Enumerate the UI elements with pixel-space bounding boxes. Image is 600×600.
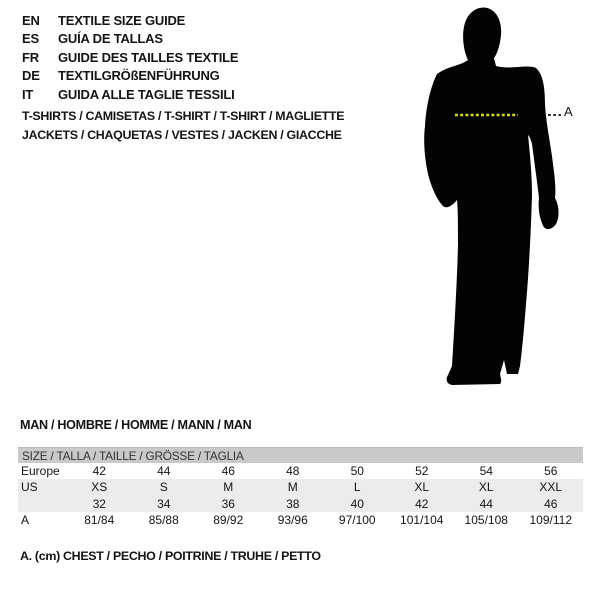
section-title-man: MAN / HOMBRE / HOMME / MANN / MAN — [20, 418, 252, 432]
language-title: GUIDA ALLE TAGLIE TESSILI — [58, 86, 235, 102]
table-cell: 32 — [92, 496, 106, 511]
language-row — [22, 86, 238, 104]
man-silhouette-figure — [400, 4, 580, 390]
language-title: GUÍA DE TALLAS — [58, 31, 163, 47]
table-cell: 97/100 — [338, 513, 376, 528]
language-code: IT — [22, 86, 34, 102]
table-cell: 46 — [544, 496, 558, 511]
language-row — [22, 30, 238, 48]
table-row-us — [18, 479, 583, 495]
table-cell: M — [223, 480, 234, 495]
table-cell: 89/92 — [213, 513, 244, 528]
table-cell: XS — [91, 480, 108, 495]
table-cell: XL — [414, 480, 430, 495]
table-cell: 109/112 — [529, 513, 572, 528]
garment-categories — [22, 107, 344, 144]
table-cell: 54 — [479, 464, 493, 478]
language-title: TEXTILGRÖßENFÜHRUNG — [58, 68, 220, 84]
table-cell: S — [159, 480, 168, 495]
table-cell: 42 — [92, 464, 106, 478]
language-title: TEXTILE SIZE GUIDE — [58, 13, 186, 28]
language-row — [22, 12, 238, 30]
table-row-chest — [18, 512, 583, 528]
table-cell: 38 — [286, 496, 300, 511]
table-cell: XXL — [539, 480, 563, 495]
table-cell: 56 — [544, 464, 558, 478]
language-row — [22, 67, 238, 85]
size-table-header: SIZE / TALLA / TAILLE / GRÖSSE / TAGLIA — [18, 447, 583, 463]
language-list — [22, 12, 238, 104]
table-cell: 34 — [157, 496, 171, 511]
language-code: DE — [22, 68, 40, 84]
table-cell: 44 — [479, 496, 493, 511]
size-table — [18, 447, 583, 529]
table-cell: 81/84 — [84, 513, 115, 528]
language-code: FR — [22, 49, 39, 65]
language-title: GUIDE DES TAILLES TEXTILE — [58, 49, 239, 65]
table-cell: 44 — [157, 464, 171, 478]
table-cell: XL — [478, 480, 494, 495]
row-label: Europe — [21, 464, 60, 478]
table-row-numeric — [18, 496, 583, 512]
table-cell: 101/104 — [400, 513, 444, 528]
row-label: US — [21, 480, 38, 495]
table-cell: 36 — [221, 496, 235, 511]
measure-label-a: A — [564, 104, 573, 119]
table-cell: 46 — [221, 464, 235, 478]
table-cell: 40 — [350, 496, 364, 511]
chest-measure-footnote: A. (cm) CHEST / PECHO / POITRINE / TRUHE / PETTO — [20, 549, 321, 563]
table-cell: 52 — [415, 464, 429, 478]
table-cell: 50 — [350, 464, 364, 478]
table-cell: 85/88 — [148, 513, 179, 528]
table-cell: M — [287, 480, 298, 495]
language-code: EN — [22, 13, 40, 28]
table-cell: 42 — [415, 496, 429, 511]
man-silhouette — [400, 4, 580, 390]
category-line-tshirts: T-SHIRTS / CAMISETAS / T-SHIRT / T-SHIRT / MAGLIETTE — [22, 109, 345, 123]
table-cell: 93/96 — [277, 513, 308, 528]
table-cell: 105/108 — [464, 513, 508, 528]
category-line-jackets: JACKETS / CHAQUETAS / VESTES / JACKEN / GIACCHE — [22, 127, 342, 142]
row-label: A — [21, 513, 30, 528]
table-cell: 48 — [286, 464, 300, 478]
table-cell: L — [353, 480, 361, 495]
language-row — [22, 49, 238, 67]
table-row-europe — [18, 463, 583, 479]
language-code: ES — [22, 31, 39, 47]
